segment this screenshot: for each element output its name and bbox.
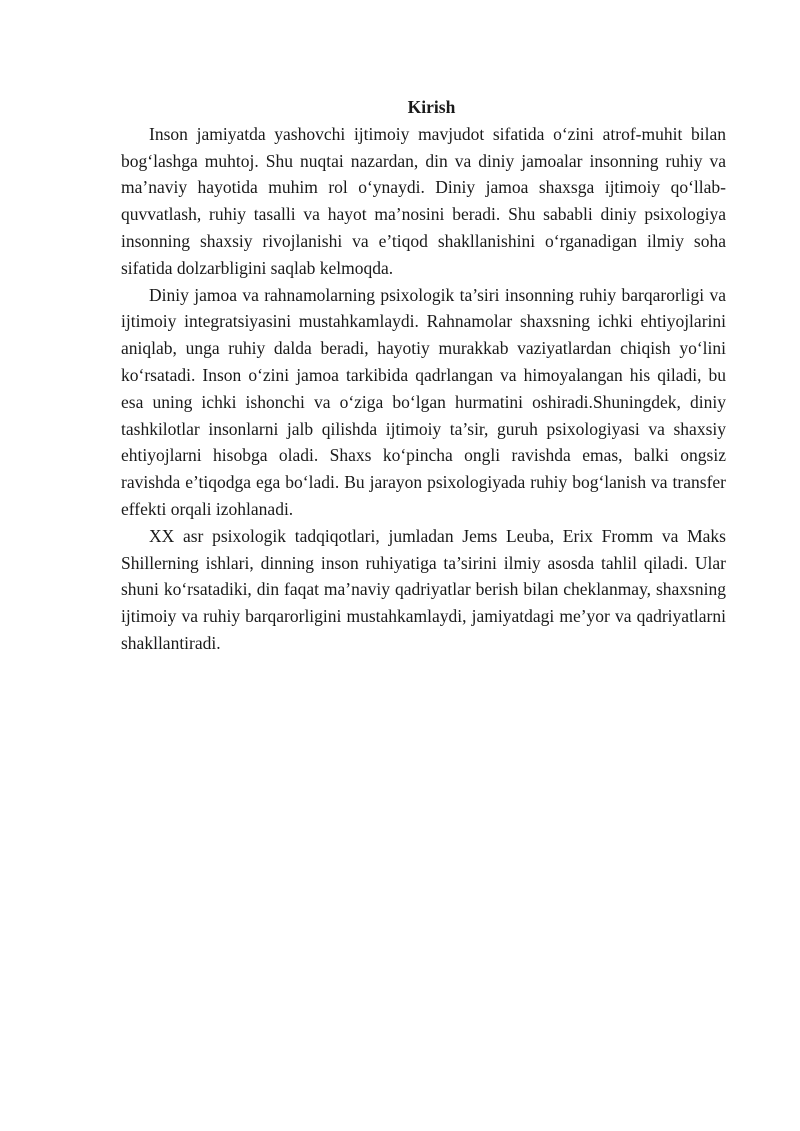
page-title: Kirish: [407, 97, 456, 117]
document-body: [121, 94, 726, 657]
paragraph-1: Inson jamiyatda yashovchi ijtimoiy mavjudot sifatida o‘zini atrof-muhit bilan bog‘lashga muhtoj. Shu nuqtai nazardan, din va diniy jamoalar insonning ruhiy va ma’naviy hayotida muhim rol o‘ynaydi. Diniy jamoa shaxsga ijtimoiy qo‘llab-quvvatlash, ruhiy tasalli va hayot ma’nosini beradi. Shu sababli diniy psixologiya insonning shaxsiy rivojlanishi va e’tiqod shakllanishini o‘rganadigan ilmiy soha sifatida dolzarbligini saqlab kelmoqda.: [121, 123, 726, 278]
paragraph-2: Diniy jamoa va rahnamolarning psixologik ta’siri insonning ruhiy barqarorligi va ijtimoiy integratsiyasini mustahkamlaydi. Rahnamolar shaxsning ichki ehtiyojlarini aniqlab, unga ruhiy dalda beradi, hayotiy murakkab vaziyatlardan chiqish yo‘lini ko‘rsatadi. Inson o‘zini jamoa tarkibida qadrlangan va himoyalangan his qiladi, bu esa uning ichki ishonchi va o‘ziga bo‘lgan hurmatini oshiradi.Shuningdek, diniy tashkilotlar insonlarni jalb qilishda ijtimoiy ta’sir, guruh psixologiyasi va shaxsiy ehtiyojlarni hisobga oladi. Shaxs ko‘pincha ongli ravishda emas, balki ongsiz ravishda e’tiqodga ega bo‘ladi. Bu jarayon psixologiyada ruhiy bog‘lanish va transfer effekti orqali izohlanadi.: [121, 284, 726, 519]
paragraph-3: XX asr psixologik tadqiqotlari, jumladan Jems Leuba, Erix Fromm va Maks Shillerning ishlari, dinning inson ruhiyatiga ta’sirini ilmiy asosda tahlil qiladi. Ular shuni ko‘rsatadiki, din faqat ma’naviy qadriyatlar berish bilan cheklanmay, shaxsning ijtimoiy va ruhiy barqarorligini mustahkamlaydi, jamiyatdagi me’yor va qadriyatlarni shakllantiradi.: [121, 525, 726, 653]
